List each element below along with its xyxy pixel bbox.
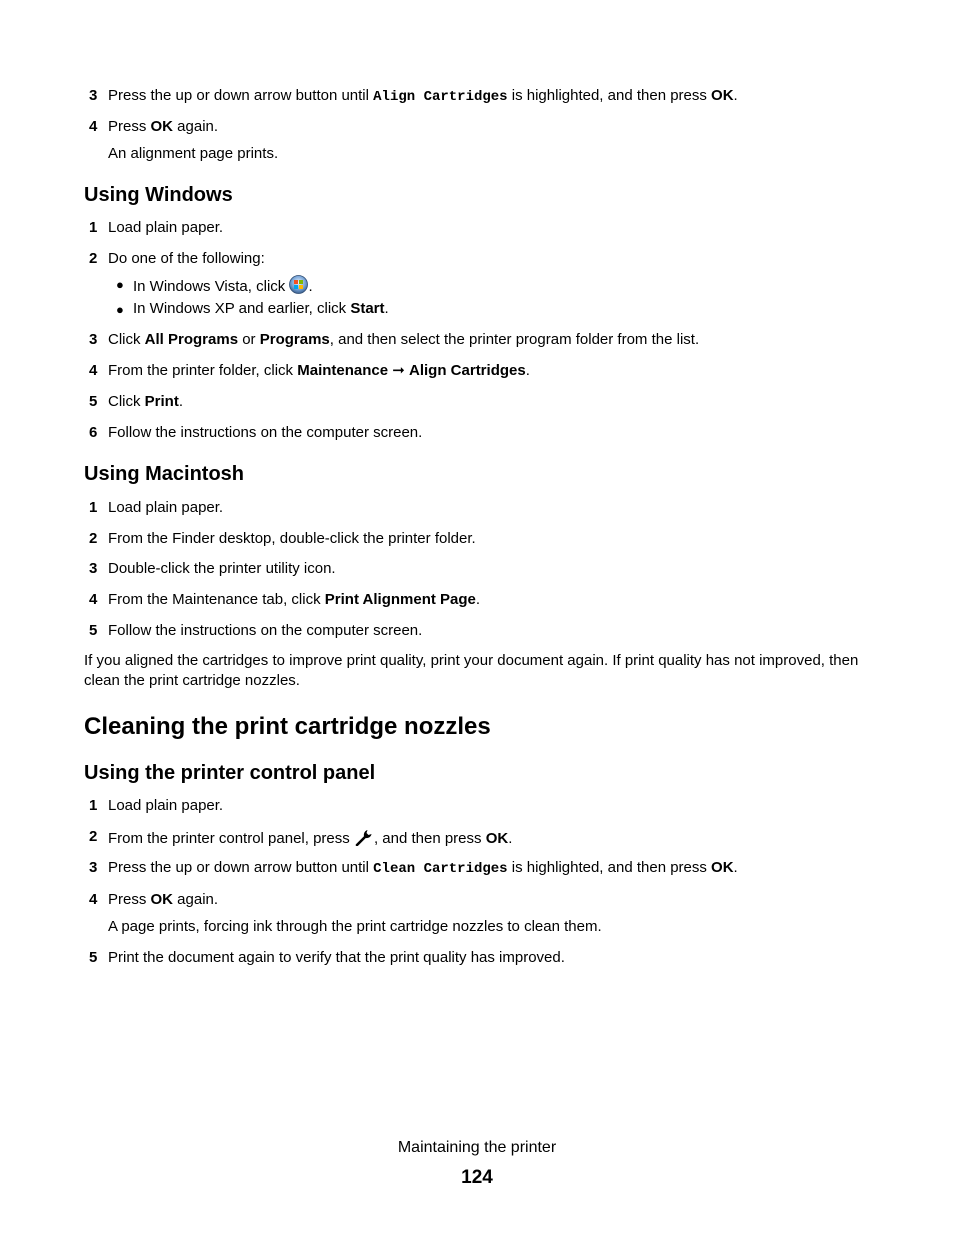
step-number: 3 bbox=[89, 560, 98, 577]
heading-printer-control-panel: Using the printer control panel bbox=[84, 762, 376, 784]
step-text: Load plain paper. bbox=[108, 499, 224, 516]
step-text: Press OK again. bbox=[108, 891, 219, 908]
step-text: Load plain paper. bbox=[108, 219, 224, 236]
step-number: 1 bbox=[89, 499, 98, 516]
alignment-followup-paragraph: If you aligned the cartridges to improve print quality, print your document again. If print quality has not improved, then clean the print cartridge nozzles. bbox=[84, 652, 859, 689]
bullet-icon: ● bbox=[116, 302, 124, 317]
step-number: 4 bbox=[89, 118, 98, 135]
step-number: 6 bbox=[89, 424, 98, 441]
note-text: An alignment page prints. bbox=[108, 145, 279, 162]
step-number: 4 bbox=[89, 591, 98, 608]
heading-using-macintosh: Using Macintosh bbox=[84, 463, 245, 485]
code-align-cartridges: Align Cartridges bbox=[373, 89, 508, 105]
step-text: From the printer control panel, press , and then press OK. bbox=[108, 828, 512, 851]
bullet-text: In Windows XP and earlier, click Start. bbox=[133, 300, 389, 317]
step-number: 3 bbox=[89, 859, 98, 876]
step-text: From the Maintenance tab, click Print Alignment Page. bbox=[108, 591, 481, 608]
arrow-icon: ➞ bbox=[392, 362, 405, 379]
step-text: Follow the instructions on the computer screen. bbox=[108, 424, 423, 441]
step-text: Click All Programs or Programs, and then select the printer program folder from the list. bbox=[108, 331, 700, 348]
step-text: Press OK again. bbox=[108, 118, 219, 135]
step-number: 2 bbox=[89, 828, 98, 845]
step-number: 1 bbox=[89, 797, 98, 814]
step-number: 3 bbox=[89, 331, 98, 348]
step-text: Press the up or down arrow button until Clean Cartridges is highlighted, and then press OK. bbox=[108, 859, 738, 877]
step-number: 4 bbox=[89, 362, 98, 379]
step-text: Do one of the following: bbox=[108, 250, 265, 267]
step-text: Follow the instructions on the computer screen. bbox=[108, 622, 423, 639]
step-number: 1 bbox=[89, 219, 98, 236]
heading-cleaning-nozzles: Cleaning the print cartridge nozzles bbox=[84, 713, 491, 740]
bullet-text: In Windows Vista, click . bbox=[133, 275, 313, 299]
footer-section-title: Maintaining the printer bbox=[397, 1139, 557, 1156]
step-number: 2 bbox=[89, 530, 98, 547]
code-clean-cartridges: Clean Cartridges bbox=[373, 861, 508, 877]
step-text: From the printer folder, click Maintenance ➞ Align Cartridges. bbox=[108, 362, 530, 379]
step-text: Click Print. bbox=[108, 393, 184, 410]
step-text: From the Finder desktop, double-click the printer folder. bbox=[108, 530, 476, 547]
bullet-icon: ● bbox=[116, 277, 124, 292]
wrench-icon bbox=[354, 828, 374, 851]
heading-using-windows: Using Windows bbox=[84, 184, 233, 206]
step-text: Press the up or down arrow button until Align Cartridges is highlighted, and then press OK. bbox=[108, 87, 738, 105]
step-number: 5 bbox=[89, 949, 98, 966]
step-text: Print the document again to verify that the print quality has improved. bbox=[108, 949, 565, 966]
step-number: 4 bbox=[89, 891, 98, 908]
note-text: A page prints, forcing ink through the print cartridge nozzles to clean them. bbox=[108, 918, 602, 935]
step-number: 5 bbox=[89, 393, 98, 410]
step-number: 2 bbox=[89, 250, 98, 267]
step-text: Double-click the printer utility icon. bbox=[108, 560, 336, 577]
step-number: 3 bbox=[89, 87, 98, 104]
page-number: 124 bbox=[461, 1167, 493, 1188]
step-number: 5 bbox=[89, 622, 98, 639]
step-text: Load plain paper. bbox=[108, 797, 224, 814]
windows-start-orb-icon bbox=[289, 275, 308, 299]
